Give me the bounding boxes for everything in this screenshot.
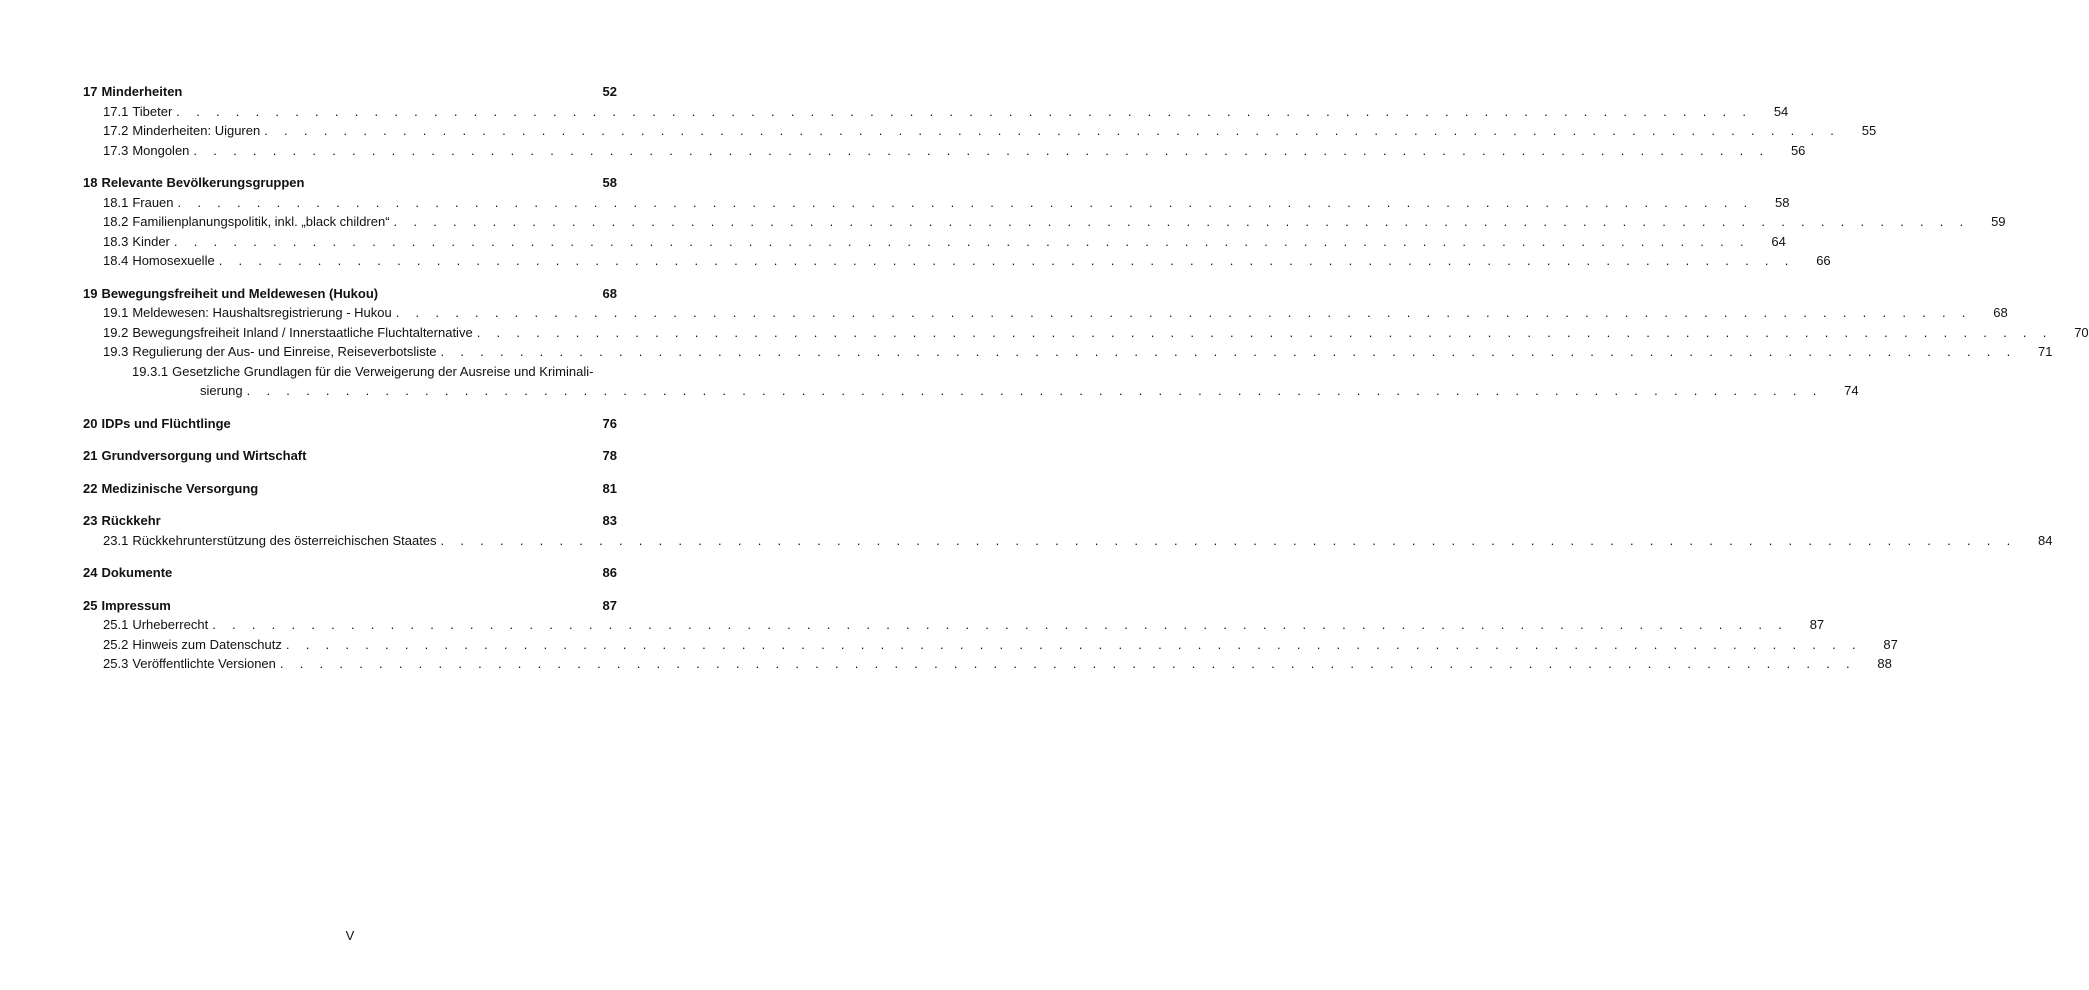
section-number: 18.2 [103, 214, 129, 229]
dot-leader: . . . . . . . . . . . . . . . . . . . . . . . . . . . . . . . . . . . . . . . . . . . . . . . . . . . . . . . . . . . . . . . . . . . . . . . . . . . . . . . . [476, 324, 2053, 340]
toc-chapter-entry[interactable] [83, 173, 617, 193]
toc-chapter-entry[interactable] [83, 82, 617, 102]
chapter-number: 20 [83, 415, 98, 431]
section-title: Urheberrecht [132, 617, 209, 632]
section-page-number: 71 [2038, 344, 2053, 359]
section-page-number: 59 [1991, 214, 2006, 229]
section-page-number: 87 [1809, 617, 1825, 632]
section-number: 19.2 [103, 324, 129, 340]
toc-section-entry[interactable] [83, 615, 1825, 635]
section-number: 25.3 [103, 656, 129, 671]
section-title: Rückkehrunterstützung des österreichischen Staates [132, 532, 437, 548]
section-title: Veröffentlichte Versionen [132, 656, 276, 671]
dot-leader: . . . . . . . . . . . . . . . . . . . . . . . . . . . . . . . . . . . . . . . . . . . . . . . . . . . . . . . . . . . . . . . . . . . . . . . . . . . . . . . . [440, 344, 2017, 359]
chapter-number: 21 [83, 448, 98, 463]
chapter-title: Grundversorgung und Wirtschaft [101, 448, 307, 463]
section-page-number: 58 [1775, 194, 1790, 210]
section-page-number: 54 [1773, 103, 1789, 119]
chapter-title: Relevante Bevölkerungsgruppen [101, 175, 305, 190]
chapter-title: Medizinische Versorgung [101, 480, 259, 496]
section-page-number: 56 [1790, 142, 1806, 158]
section-title: Mongolen [132, 142, 190, 158]
table-of-contents [83, 82, 2089, 687]
dot-leader: . . . . . . . . . . . . . . . . . . . . . . . . . . . . . . . . . . . . . . . . . . . . . . . . . . . . . . . . . . . . . . . . . . . . . . . . . . . . . . . . [218, 253, 1795, 268]
subsection-title-line2 [132, 381, 1859, 401]
chapter-number: 19 [83, 285, 98, 301]
chapter-page-number: 83 [602, 513, 617, 528]
toc-chapter [83, 446, 617, 466]
toc-subsection-entry[interactable] [83, 362, 1859, 401]
dot-leader: . . . . . . . . . . . . . . . . . . . . . . . . . . . . . . . . . . . . . . . . . . . . . . . . . . . . . . . . . . . . . . . . . . . . . . . . . . . . . . . . [440, 532, 2017, 548]
section-number: 25.1 [103, 617, 129, 632]
subsection-number: 19.3.1 [132, 363, 169, 379]
toc-chapter-entry[interactable] [83, 563, 617, 583]
section-page-number: 84 [2038, 532, 2053, 548]
toc-chapter [83, 82, 1877, 160]
section-title: Bewegungsfreiheit Inland / Innerstaatliche Fluchtalternative [132, 324, 473, 340]
chapter-number: 24 [83, 565, 98, 580]
toc-chapter-entry[interactable] [83, 446, 617, 466]
subsection-title-continued: sierung [200, 383, 243, 398]
chapter-page-number: 76 [602, 415, 617, 431]
dot-leader: . . . . . . . . . . . . . . . . . . . . . . . . . . . . . . . . . . . . . . . . . . . . . . . . . . . . . . . . . . . . . . . . . . . . . . . . . . . . . . . . [264, 123, 1841, 138]
toc-section-entry[interactable] [83, 635, 1898, 655]
chapter-page-number: 68 [602, 285, 617, 301]
section-number: 18.4 [103, 253, 129, 268]
toc-section-entry[interactable] [83, 212, 2006, 232]
section-title: Tibeter [132, 103, 173, 119]
section-number: 25.2 [103, 636, 129, 652]
section-title: Frauen [132, 194, 174, 210]
toc-section-entry[interactable] [83, 654, 1892, 674]
toc-chapter [83, 596, 1898, 674]
dot-leader: . . . . . . . . . . . . . . . . . . . . . . . . . . . . . . . . . . . . . . . . . . . . . . . . . . . . . . . . . . . . . . . . . . . . . . . . . . . . . . . . [177, 194, 1754, 210]
section-number: 23.1 [103, 532, 129, 548]
toc-section-entry[interactable] [83, 141, 1806, 161]
section-title: Hinweis zum Datenschutz [132, 636, 282, 652]
section-number: 17.2 [103, 123, 129, 138]
section-title: Familienplanungspolitik, inkl. „black children“ [132, 214, 390, 229]
section-page-number: 70 [2074, 324, 2089, 340]
section-number: 18.3 [103, 233, 129, 249]
chapter-page-number: 52 [602, 84, 617, 99]
chapter-page-number: 86 [602, 565, 617, 580]
dot-leader: . . . . . . . . . . . . . . . . . . . . . . . . . . . . . . . . . . . . . . . . . . . . . . . . . . . . . . . . . . . . . . . . . . . . . . . . . . . . . . . . [395, 305, 1972, 320]
subsection-title-line1 [132, 362, 594, 382]
chapter-title: Bewegungsfreiheit und Meldewesen (Hukou) [101, 285, 379, 301]
toc-section-entry[interactable] [83, 531, 2053, 551]
chapter-number: 18 [83, 175, 98, 190]
dot-leader: . . . . . . . . . . . . . . . . . . . . . . . . . . . . . . . . . . . . . . . . . . . . . . . . . . . . . . . . . . . . . . . . . . . . . . . . . . . . . . . . [173, 233, 1750, 249]
toc-section-entry[interactable] [83, 232, 1786, 252]
section-number: 17.3 [103, 142, 129, 158]
section-page-number: 64 [1771, 233, 1786, 249]
dot-leader: . . . . . . . . . . . . . . . . . . . . . . . . . . . . . . . . . . . . . . . . . . . . . . . . . . . . . . . . . . . . . . . . . . . . . . . . . . . . . . . . [212, 617, 1789, 632]
dot-leader: . . . . . . . . . . . . . . . . . . . . . . . . . . . . . . . . . . . . . . . . . . . . . . . . . . . . . . . . . . . . . . . . . . . . . . . . . . . . . . . . [285, 636, 1862, 652]
section-title: Regulierung der Aus- und Einreise, Reiseverbotsliste [132, 344, 437, 359]
section-title: Meldewesen: Haushaltsregistrierung - Hukou [132, 305, 392, 320]
dot-leader: . . . . . . . . . . . . . . . . . . . . . . . . . . . . . . . . . . . . . . . . . . . . . . . . . . . . . . . . . . . . . . . . . . . . . . . . . . . . . . . . [279, 656, 1856, 671]
chapter-title: Impressum [101, 597, 171, 613]
dot-leader: . . . . . . . . . . . . . . . . . . . . . . . . . . . . . . . . . . . . . . . . . . . . . . . . . . . . . . . . . . . . . . . . . . . . . . . . . . . . . . . . [393, 214, 1970, 229]
toc-chapter-entry[interactable] [83, 284, 617, 304]
chapter-number: 25 [83, 597, 98, 613]
toc-chapter-entry[interactable] [83, 414, 617, 434]
toc-section-entry[interactable] [83, 251, 1831, 271]
chapter-page-number: 58 [602, 175, 617, 190]
section-page-number: 66 [1816, 253, 1831, 268]
toc-section-entry[interactable] [83, 342, 2053, 362]
section-page-number: 68 [1993, 305, 2008, 320]
toc-chapter-entry[interactable] [83, 596, 617, 616]
toc-chapter [83, 511, 2053, 550]
chapter-title: IDPs und Flüchtlinge [101, 415, 231, 431]
section-number: 17.1 [103, 103, 129, 119]
section-page-number: 87 [1883, 636, 1898, 652]
chapter-page-number: 81 [602, 480, 617, 496]
chapter-title: Dokumente [101, 565, 173, 580]
section-number: 18.1 [103, 194, 129, 210]
toc-section-entry[interactable] [83, 323, 2089, 343]
toc-chapter [83, 173, 2006, 271]
toc-chapter-entry[interactable] [83, 479, 617, 499]
chapter-page-number: 78 [602, 448, 617, 463]
toc-chapter-entry[interactable] [83, 511, 617, 531]
dot-leader: . . . . . . . . . . . . . . . . . . . . . . . . . . . . . . . . . . . . . . . . . . . . . . . . . . . . . . . . . . . . . . . . . . . . . . . . . . . . . . . . [176, 103, 1753, 119]
toc-section-entry[interactable] [83, 102, 1789, 122]
section-title: Kinder [132, 233, 170, 249]
section-page-number: 55 [1861, 123, 1877, 138]
chapter-number: 22 [83, 480, 98, 496]
section-title: Homosexuelle [132, 253, 215, 268]
section-title: Minderheiten: Uiguren [132, 123, 261, 138]
dot-leader: . . . . . . . . . . . . . . . . . . . . . . . . . . . . . . . . . . . . . . . . . . . . . . . . . . . . . . . . . . . . . . . . . . . . . . . . . . . . . . . . [246, 383, 1823, 398]
toc-chapter [83, 414, 617, 434]
section-number: 19.3 [103, 344, 129, 359]
page-number-footer: V [345, 928, 355, 943]
section-number: 19.1 [103, 305, 129, 320]
chapter-page-number: 87 [602, 597, 617, 613]
toc-chapter [83, 284, 2089, 401]
toc-chapter [83, 479, 617, 499]
chapter-number: 23 [83, 513, 98, 528]
section-page-number: 88 [1877, 656, 1892, 671]
subsection-title: Gesetzliche Grundlagen für die Verweigerung der Ausreise und Kriminali- [172, 363, 594, 379]
toc-chapter [83, 563, 617, 583]
chapter-number: 17 [83, 84, 98, 99]
subsection-page-number: 74 [1844, 383, 1859, 398]
dot-leader: . . . . . . . . . . . . . . . . . . . . . . . . . . . . . . . . . . . . . . . . . . . . . . . . . . . . . . . . . . . . . . . . . . . . . . . . . . . . . . . . [193, 142, 1770, 158]
toc-section-entry[interactable] [83, 121, 1877, 141]
toc-section-entry[interactable] [83, 303, 2008, 323]
toc-section-entry[interactable] [83, 193, 1790, 213]
chapter-title: Rückkehr [101, 513, 161, 528]
chapter-title: Minderheiten [101, 84, 183, 99]
